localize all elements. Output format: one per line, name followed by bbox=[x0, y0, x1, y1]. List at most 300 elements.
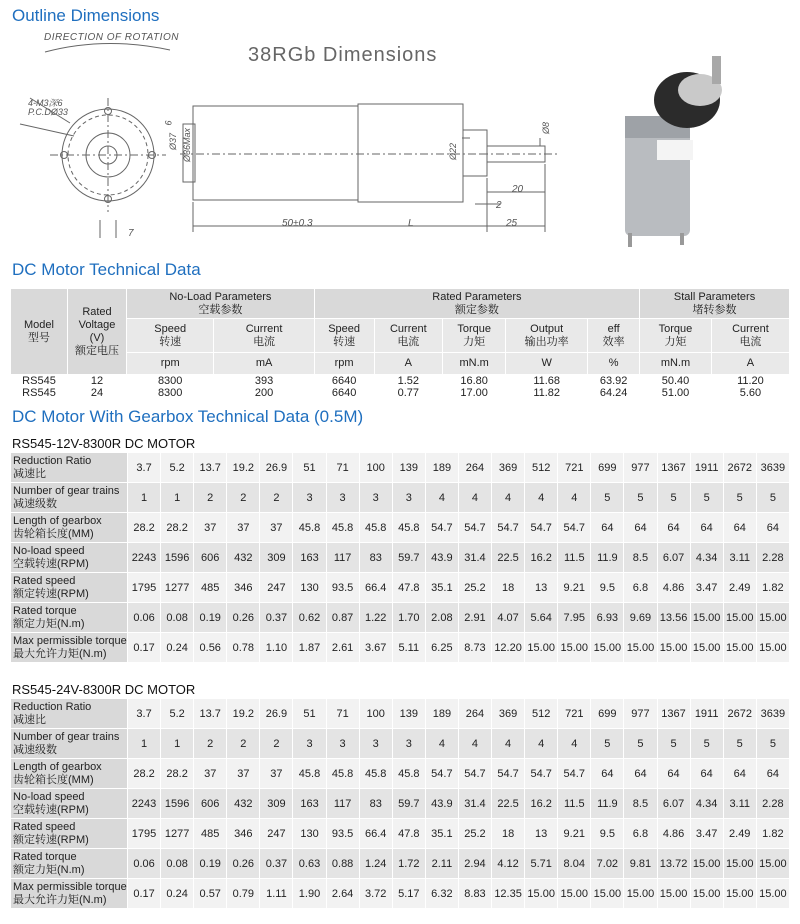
table-cell: 6.93 bbox=[591, 603, 624, 633]
table-cell: 93.5 bbox=[326, 819, 359, 849]
col-unit: % bbox=[588, 353, 640, 375]
table-cell: 9.69 bbox=[624, 603, 657, 633]
table-cell: 6.25 bbox=[425, 633, 458, 663]
table-cell: 54.7 bbox=[458, 759, 491, 789]
table-cell: 15.00 bbox=[756, 849, 789, 879]
table-cell: 1.82 bbox=[756, 819, 789, 849]
table-cell: 18 bbox=[492, 573, 525, 603]
table-cell: 3.7 bbox=[128, 453, 161, 483]
table-cell: 66.4 bbox=[359, 573, 392, 603]
table-cell: 3.72 bbox=[359, 879, 392, 909]
table-cell: 0.06 bbox=[128, 849, 161, 879]
table-cell: 25.2 bbox=[458, 573, 491, 603]
table-cell: 37 bbox=[260, 759, 293, 789]
table-cell: 3.47 bbox=[690, 573, 723, 603]
table-cell: 369 bbox=[492, 699, 525, 729]
gearbox-table bbox=[10, 452, 790, 663]
table-cell: 64 bbox=[657, 759, 690, 789]
table-cell: 485 bbox=[194, 573, 227, 603]
header-rated: Rated Parameters 额定参数 bbox=[314, 289, 639, 319]
table-cell: 2 bbox=[260, 729, 293, 759]
table-cell: 51.00 bbox=[640, 387, 712, 399]
table-cell: 2672 bbox=[723, 699, 756, 729]
table-cell: 2.28 bbox=[756, 543, 789, 573]
row-label: Rated torque 额定力矩(N.m) bbox=[11, 849, 128, 879]
table-row bbox=[11, 789, 790, 819]
table-cell: 247 bbox=[260, 573, 293, 603]
table-row bbox=[11, 699, 790, 729]
table-cell: 5.2 bbox=[161, 699, 194, 729]
col-unit: W bbox=[506, 353, 588, 375]
dim-25: 25 bbox=[506, 218, 518, 229]
table-cell: 100 bbox=[359, 453, 392, 483]
table-cell: 5 bbox=[756, 729, 789, 759]
table-cell: 16.80 bbox=[443, 375, 506, 387]
table-cell: 15.00 bbox=[657, 633, 690, 663]
table-cell: 1.22 bbox=[359, 603, 392, 633]
table-cell: 16.2 bbox=[525, 789, 558, 819]
table-cell: 8.83 bbox=[458, 879, 491, 909]
table-cell: 3 bbox=[326, 729, 359, 759]
table-cell: 6.8 bbox=[624, 819, 657, 849]
table-cell: 15.00 bbox=[690, 603, 723, 633]
table-cell: 100 bbox=[359, 699, 392, 729]
table-cell: 4 bbox=[558, 729, 591, 759]
table-cell: 51 bbox=[293, 699, 326, 729]
table-cell: 4 bbox=[425, 483, 458, 513]
row-label: Rated speed 额定转速(RPM) bbox=[11, 573, 128, 603]
table-cell: 5.64 bbox=[525, 603, 558, 633]
table-cell: 0.63 bbox=[293, 849, 326, 879]
row-label: Max permissible torque 最大允许力矩(N.m) bbox=[11, 633, 128, 663]
row-label: Length of gearbox 齿轮箱长度(MM) bbox=[11, 759, 128, 789]
table-cell: 11.20 bbox=[711, 375, 789, 387]
table-cell: 4 bbox=[525, 729, 558, 759]
table-cell: 22.5 bbox=[492, 789, 525, 819]
header-model: Model 型号 bbox=[11, 289, 68, 375]
col-header: Speed 转速 bbox=[127, 319, 214, 353]
table-cell: 19.2 bbox=[227, 453, 260, 483]
table-row bbox=[11, 603, 790, 633]
table-cell: 45.8 bbox=[359, 759, 392, 789]
table-cell: 18 bbox=[492, 819, 525, 849]
table-cell: 15.00 bbox=[756, 633, 789, 663]
table-cell: 12 bbox=[68, 375, 127, 387]
table-cell: 0.17 bbox=[128, 879, 161, 909]
table-cell: 15.00 bbox=[756, 879, 789, 909]
table-cell: 4.86 bbox=[657, 573, 690, 603]
motor-tech-table bbox=[10, 288, 790, 399]
table-cell: 3 bbox=[359, 483, 392, 513]
table-cell: 1367 bbox=[657, 699, 690, 729]
table-cell: 11.5 bbox=[558, 543, 591, 573]
table-cell: 26.9 bbox=[260, 699, 293, 729]
table-cell: 12.35 bbox=[492, 879, 525, 909]
table-cell: 1.52 bbox=[374, 375, 443, 387]
table-cell: 4 bbox=[525, 483, 558, 513]
header-voltage: Rated Voltage (V) 额定电压 bbox=[68, 289, 127, 375]
gear-section-12v bbox=[10, 436, 790, 663]
table-cell: 1277 bbox=[161, 573, 194, 603]
table-cell: 606 bbox=[194, 543, 227, 573]
col-header: eff 效率 bbox=[588, 319, 640, 353]
dim-36max: Ø36Max bbox=[182, 127, 192, 162]
table-cell: 0.26 bbox=[227, 603, 260, 633]
table-cell: 37 bbox=[194, 759, 227, 789]
table-cell: 977 bbox=[624, 453, 657, 483]
table-cell: 64 bbox=[723, 513, 756, 543]
dim-2: 2 bbox=[496, 200, 502, 211]
table-cell: 2.94 bbox=[458, 849, 491, 879]
table-cell: 9.21 bbox=[558, 573, 591, 603]
table-cell: 1.72 bbox=[392, 849, 425, 879]
table-cell: 11.68 bbox=[506, 375, 588, 387]
table-cell: 64.24 bbox=[588, 387, 640, 399]
table-cell: 2 bbox=[227, 483, 260, 513]
col-header: Speed 转速 bbox=[314, 319, 374, 353]
table-cell: 43.9 bbox=[425, 543, 458, 573]
dim-6: 6 bbox=[163, 120, 174, 126]
table-row bbox=[11, 453, 790, 483]
table-cell: 1795 bbox=[128, 573, 161, 603]
table-cell: 64 bbox=[756, 513, 789, 543]
table-cell: 0.24 bbox=[161, 879, 194, 909]
table-row bbox=[11, 543, 790, 573]
table-cell: 11.9 bbox=[591, 789, 624, 819]
table-cell: 9.21 bbox=[558, 819, 591, 849]
table-cell: 64 bbox=[591, 759, 624, 789]
table-cell: 37 bbox=[260, 513, 293, 543]
table-cell: 5 bbox=[723, 483, 756, 513]
rotation-arrow bbox=[45, 43, 170, 52]
table-row bbox=[11, 729, 790, 759]
motor-title: RS545-12V-8300R DC MOTOR bbox=[12, 436, 196, 451]
dim-22: Ø22 bbox=[448, 142, 458, 160]
table-cell: 51 bbox=[293, 453, 326, 483]
table-cell: 15.00 bbox=[558, 879, 591, 909]
table-cell: 6640 bbox=[314, 387, 374, 399]
table-cell: 6.32 bbox=[425, 879, 458, 909]
table-cell: 22.5 bbox=[492, 543, 525, 573]
table-cell: 16.2 bbox=[525, 543, 558, 573]
table-cell: 45.8 bbox=[326, 513, 359, 543]
motor-photo bbox=[625, 56, 722, 247]
table-cell: 5 bbox=[591, 483, 624, 513]
table-cell: 13.7 bbox=[194, 699, 227, 729]
table-cell: 0.88 bbox=[326, 849, 359, 879]
table-cell: 15.00 bbox=[723, 603, 756, 633]
row-label: Reduction Ratio 减速比 bbox=[11, 453, 128, 483]
table-cell: 2.28 bbox=[756, 789, 789, 819]
table-cell: 54.7 bbox=[492, 513, 525, 543]
gearbox-table bbox=[10, 698, 790, 909]
header-noload: No-Load Parameters 空载参数 bbox=[127, 289, 315, 319]
table-cell: 15.00 bbox=[690, 633, 723, 663]
table-cell: 28.2 bbox=[128, 513, 161, 543]
table-cell: 1.10 bbox=[260, 633, 293, 663]
table-cell: 2 bbox=[194, 729, 227, 759]
table-cell: 117 bbox=[326, 543, 359, 573]
table-cell: 11.5 bbox=[558, 789, 591, 819]
table-cell: 2.49 bbox=[723, 819, 756, 849]
table-cell: 309 bbox=[260, 543, 293, 573]
table-cell: 1.87 bbox=[293, 633, 326, 663]
table-cell: 4 bbox=[558, 483, 591, 513]
table-cell: 5 bbox=[657, 729, 690, 759]
table-cell: 264 bbox=[458, 699, 491, 729]
table-cell: 0.87 bbox=[326, 603, 359, 633]
table-cell: 37 bbox=[227, 513, 260, 543]
table-cell: 247 bbox=[260, 819, 293, 849]
outline-heading: Outline Dimensions bbox=[12, 6, 160, 25]
table-cell: 63.92 bbox=[588, 375, 640, 387]
col-unit: mN.m bbox=[640, 353, 712, 375]
table-cell: 47.8 bbox=[392, 819, 425, 849]
table-cell: 45.8 bbox=[392, 513, 425, 543]
drawing-title: 38RGb Dimensions bbox=[248, 44, 438, 66]
table-cell: 721 bbox=[558, 453, 591, 483]
table-cell: 28.2 bbox=[128, 759, 161, 789]
row-label: Rated speed 额定转速(RPM) bbox=[11, 819, 128, 849]
table-cell: 2.91 bbox=[458, 603, 491, 633]
table-cell: 15.00 bbox=[558, 633, 591, 663]
table-cell: 264 bbox=[458, 453, 491, 483]
table-cell: 163 bbox=[293, 543, 326, 573]
table-cell: 2.61 bbox=[326, 633, 359, 663]
table-row bbox=[11, 633, 790, 663]
table-cell: 369 bbox=[492, 453, 525, 483]
table-cell: 200 bbox=[214, 387, 314, 399]
table-cell: 4 bbox=[492, 729, 525, 759]
table-cell: 5.60 bbox=[711, 387, 789, 399]
table-cell: 15.00 bbox=[690, 849, 723, 879]
table-row bbox=[11, 849, 790, 879]
table-cell: 130 bbox=[293, 573, 326, 603]
table-cell: 15.00 bbox=[525, 633, 558, 663]
table-cell: 45.8 bbox=[293, 759, 326, 789]
table-cell: 5.11 bbox=[392, 633, 425, 663]
table-cell: 606 bbox=[194, 789, 227, 819]
table-cell: 59.7 bbox=[392, 789, 425, 819]
table-cell: 0.56 bbox=[194, 633, 227, 663]
table-cell: 5 bbox=[624, 483, 657, 513]
table-cell: 3 bbox=[326, 483, 359, 513]
row-label: No-load speed 空载转速(RPM) bbox=[11, 789, 128, 819]
pcd-note: P.C.DØ33 bbox=[28, 107, 68, 117]
table-cell: 2.11 bbox=[425, 849, 458, 879]
table-cell: 15.00 bbox=[591, 879, 624, 909]
table-cell: 1.11 bbox=[260, 879, 293, 909]
table-cell: 93.5 bbox=[326, 573, 359, 603]
table-cell: 699 bbox=[591, 699, 624, 729]
table-cell: 0.37 bbox=[260, 849, 293, 879]
table-cell: 24 bbox=[68, 387, 127, 399]
table-cell: 721 bbox=[558, 699, 591, 729]
gearbox-heading: DC Motor With Gearbox Technical Data (0.5M) bbox=[12, 407, 364, 426]
row-label: Reduction Ratio 减速比 bbox=[11, 699, 128, 729]
table-cell: 5 bbox=[690, 729, 723, 759]
table-cell: 163 bbox=[293, 789, 326, 819]
table-cell: 13 bbox=[525, 819, 558, 849]
table-cell: 1.24 bbox=[359, 849, 392, 879]
table-cell: 512 bbox=[525, 453, 558, 483]
table-cell: 45.8 bbox=[359, 513, 392, 543]
table-cell: 1.82 bbox=[756, 573, 789, 603]
table-cell: 2243 bbox=[128, 789, 161, 819]
table-cell: 0.24 bbox=[161, 633, 194, 663]
table-cell: 15.00 bbox=[690, 879, 723, 909]
table-cell: 5 bbox=[657, 483, 690, 513]
table-cell: 54.7 bbox=[525, 513, 558, 543]
table-cell: 3.47 bbox=[690, 819, 723, 849]
table-cell: 5 bbox=[723, 729, 756, 759]
table-cell: 699 bbox=[591, 453, 624, 483]
header-stall: Stall Parameters 堵转参数 bbox=[640, 289, 790, 319]
col-unit: rpm bbox=[314, 353, 374, 375]
table-cell: 0.78 bbox=[227, 633, 260, 663]
table-cell: 2243 bbox=[128, 543, 161, 573]
table-row bbox=[11, 819, 790, 849]
table-cell: 3.7 bbox=[128, 699, 161, 729]
table-cell: 6.07 bbox=[657, 789, 690, 819]
row-label: Number of gear trains 减速级数 bbox=[11, 729, 128, 759]
table-cell: 0.37 bbox=[260, 603, 293, 633]
table-cell: 15.00 bbox=[756, 603, 789, 633]
table-cell: 0.17 bbox=[128, 633, 161, 663]
table-cell: 1277 bbox=[161, 819, 194, 849]
table-cell: 71 bbox=[326, 453, 359, 483]
table-cell: 4 bbox=[492, 483, 525, 513]
col-unit: A bbox=[374, 353, 443, 375]
col-unit: mA bbox=[214, 353, 314, 375]
table-cell: 64 bbox=[756, 759, 789, 789]
table-cell: 346 bbox=[227, 819, 260, 849]
table-cell: 54.7 bbox=[558, 759, 591, 789]
table-cell: 1 bbox=[128, 483, 161, 513]
table-cell: 130 bbox=[293, 819, 326, 849]
table-cell: 346 bbox=[227, 573, 260, 603]
table-cell: 1911 bbox=[690, 699, 723, 729]
table-cell: 19.2 bbox=[227, 699, 260, 729]
col-unit: A bbox=[711, 353, 789, 375]
table-cell: 7.02 bbox=[591, 849, 624, 879]
table-cell: 9.5 bbox=[591, 573, 624, 603]
table-cell: 8.04 bbox=[558, 849, 591, 879]
table-cell: 3.11 bbox=[723, 789, 756, 819]
motor-title: RS545-24V-8300R DC MOTOR bbox=[12, 682, 196, 697]
table-cell: 64 bbox=[624, 513, 657, 543]
table-cell: 0.08 bbox=[161, 603, 194, 633]
row-label: Rated torque 额定力矩(N.m) bbox=[11, 603, 128, 633]
table-cell: 139 bbox=[392, 453, 425, 483]
table-cell: 2.64 bbox=[326, 879, 359, 909]
table-cell: 15.00 bbox=[525, 879, 558, 909]
dim-8: Ø8 bbox=[541, 121, 551, 134]
table-cell: 6.07 bbox=[657, 543, 690, 573]
table-cell: 15.00 bbox=[624, 879, 657, 909]
table-cell: 0.77 bbox=[374, 387, 443, 399]
table-row bbox=[11, 879, 790, 909]
table-cell: 2 bbox=[194, 483, 227, 513]
table-cell: 35.1 bbox=[425, 819, 458, 849]
table-cell: 31.4 bbox=[458, 789, 491, 819]
row-label: Length of gearbox 齿轮箱长度(MM) bbox=[11, 513, 128, 543]
table-cell: 8.5 bbox=[624, 543, 657, 573]
table-cell: 2 bbox=[260, 483, 293, 513]
table-row bbox=[11, 387, 790, 399]
table-cell: 3.11 bbox=[723, 543, 756, 573]
col-header: Torque 力矩 bbox=[640, 319, 712, 353]
table-cell: 1 bbox=[128, 729, 161, 759]
table-cell: 54.7 bbox=[492, 759, 525, 789]
table-cell: 4.07 bbox=[492, 603, 525, 633]
table-cell: 28.2 bbox=[161, 759, 194, 789]
table-cell: 31.4 bbox=[458, 543, 491, 573]
dim-20: 20 bbox=[512, 184, 524, 195]
table-cell: 35.1 bbox=[425, 573, 458, 603]
table-cell: 0.62 bbox=[293, 603, 326, 633]
dim-7: 7 bbox=[128, 228, 134, 239]
row-label: Max permissible torque 最大允许力矩(N.m) bbox=[11, 879, 128, 909]
table-cell: 0.08 bbox=[161, 849, 194, 879]
table-row bbox=[11, 573, 790, 603]
table-cell: 2.49 bbox=[723, 573, 756, 603]
table-cell: 0.19 bbox=[194, 849, 227, 879]
table-cell: 5 bbox=[690, 483, 723, 513]
table-cell: 393 bbox=[214, 375, 314, 387]
table-cell: 13 bbox=[525, 573, 558, 603]
table-cell: 54.7 bbox=[558, 513, 591, 543]
table-cell: 8300 bbox=[127, 375, 214, 387]
table-cell: 5.71 bbox=[525, 849, 558, 879]
table-cell: 50.40 bbox=[640, 375, 712, 387]
table-cell: 3 bbox=[392, 483, 425, 513]
table-cell: 71 bbox=[326, 699, 359, 729]
table-cell: 2 bbox=[227, 729, 260, 759]
table-cell: 13.56 bbox=[657, 603, 690, 633]
table-cell: 17.00 bbox=[443, 387, 506, 399]
table-cell: 8.73 bbox=[458, 633, 491, 663]
table-cell: 4.34 bbox=[690, 789, 723, 819]
table-cell: 64 bbox=[690, 759, 723, 789]
motor-body bbox=[193, 106, 358, 200]
col-header: Torque 力矩 bbox=[443, 319, 506, 353]
table-cell: 7.95 bbox=[558, 603, 591, 633]
table-cell: 37 bbox=[227, 759, 260, 789]
table-cell: 8300 bbox=[127, 387, 214, 399]
table-cell: 117 bbox=[326, 789, 359, 819]
table-cell: 13.7 bbox=[194, 453, 227, 483]
tech-heading: DC Motor Technical Data bbox=[12, 260, 201, 279]
table-cell: 5.17 bbox=[392, 879, 425, 909]
table-cell: 13.72 bbox=[657, 849, 690, 879]
table-cell: 5.2 bbox=[161, 453, 194, 483]
table-cell: 83 bbox=[359, 543, 392, 573]
row-label: No-load speed 空载转速(RPM) bbox=[11, 543, 128, 573]
table-cell: 0.79 bbox=[227, 879, 260, 909]
table-cell: 3 bbox=[293, 729, 326, 759]
table-cell: 83 bbox=[359, 789, 392, 819]
col-unit: rpm bbox=[127, 353, 214, 375]
table-cell: 15.00 bbox=[657, 879, 690, 909]
table-cell: 66.4 bbox=[359, 819, 392, 849]
table-cell: 15.00 bbox=[723, 849, 756, 879]
table-cell: 6.8 bbox=[624, 573, 657, 603]
table-cell: 1367 bbox=[657, 453, 690, 483]
dim-L: L bbox=[408, 218, 414, 229]
table-cell: 8.5 bbox=[624, 789, 657, 819]
table-cell: 139 bbox=[392, 699, 425, 729]
